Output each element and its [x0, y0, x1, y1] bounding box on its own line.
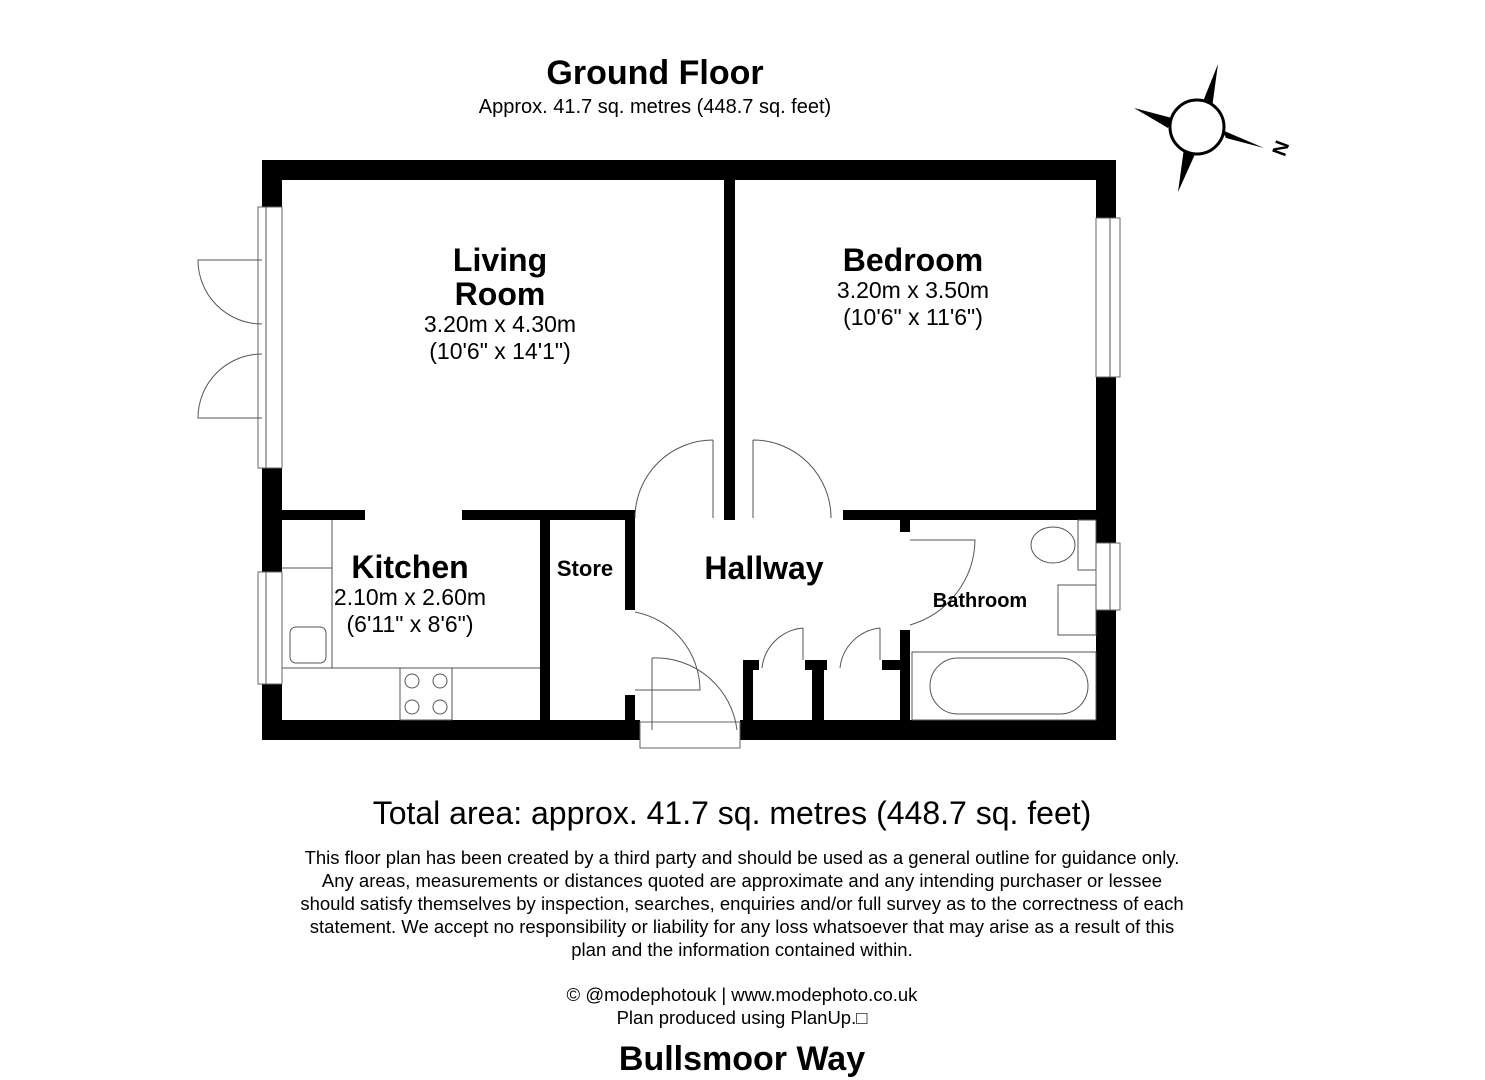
room-name: Bedroom: [842, 242, 984, 278]
compass-icon: [1134, 64, 1264, 192]
room-bathroom: Bathroom: [932, 590, 1028, 612]
room-size-imperial: (10'6" x 11'6"): [843, 304, 983, 330]
disclaimer-line: statement. We accept no responsibility or liability for any loss whatsoever that may arise as a result of this: [309, 916, 1175, 937]
produced-line: Plan produced using PlanUp.□: [616, 1007, 868, 1028]
page-title: Ground Floor: [546, 54, 764, 92]
room-size-imperial: (6'11" x 8'6"): [346, 611, 474, 637]
room-kitchen: [290, 550, 530, 638]
room-size-metric: 3.20m x 4.30m: [423, 311, 577, 337]
total-area: Total area: approx. 41.7 sq. metres (448.7 sq. feet): [372, 795, 1092, 831]
bathroom-fixtures: [912, 520, 1096, 720]
room-name: Kitchen: [351, 549, 469, 585]
disclaimer: [192, 846, 1292, 961]
property-name: Bullsmoor Way: [618, 1040, 866, 1078]
north-label: N: [1268, 137, 1295, 160]
room-living: [380, 243, 620, 365]
credit-line: © @modephotouk | www.modephoto.co.uk: [566, 984, 918, 1005]
room-name: Living: [452, 242, 548, 278]
room-name: Room: [454, 276, 546, 312]
disclaimer-line: Any areas, measurements or distances quoted are approximate and any intending purchaser or lessee: [321, 870, 1163, 891]
page-subtitle: Approx. 41.7 sq. metres (448.7 sq. feet): [478, 96, 832, 118]
room-size-imperial: (10'6" x 14'1"): [429, 338, 571, 364]
room-hallway: Hallway: [704, 550, 824, 586]
room-size-metric: 2.10m x 2.60m: [333, 584, 487, 610]
credits: [442, 983, 1042, 1029]
disclaimer-line: This floor plan has been created by a third party and should be used as a general outline for guidance only.: [304, 847, 1180, 868]
disclaimer-line: should satisfy themselves by inspection, searches, enquiries and/or full survey as to the correctness of each: [300, 893, 1184, 914]
room-bedroom: [793, 243, 1033, 331]
room-size-metric: 3.20m x 3.50m: [836, 277, 990, 303]
room-store: Store: [556, 556, 614, 581]
disclaimer-line: plan and the information contained within.: [571, 939, 913, 960]
